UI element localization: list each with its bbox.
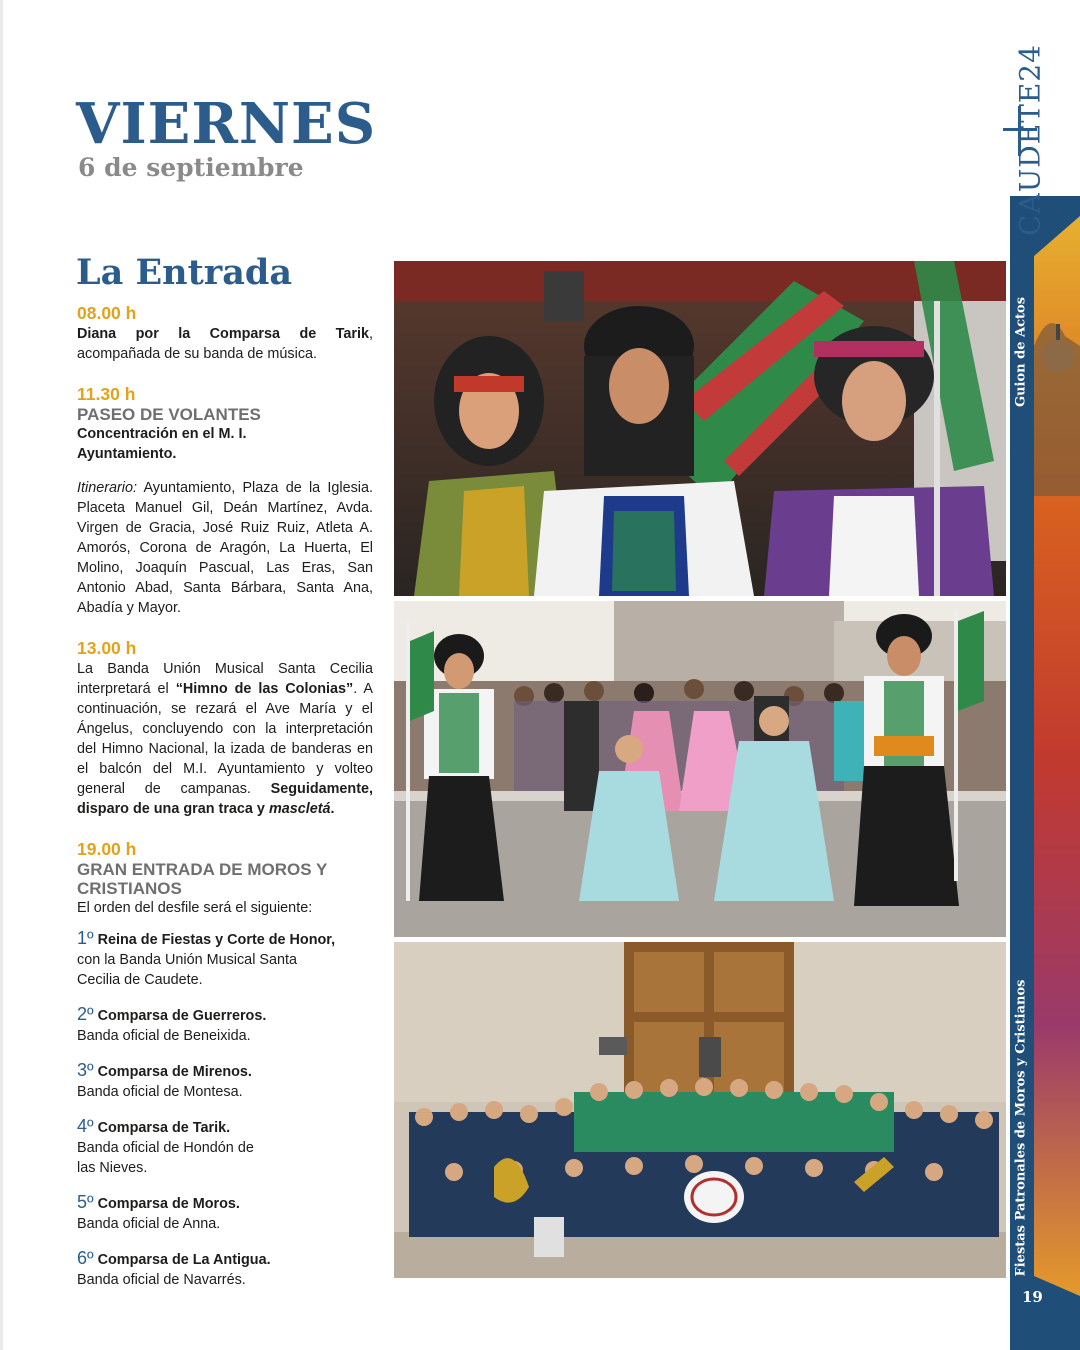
section-title: La Entrada bbox=[76, 252, 293, 293]
parade-item: 3º Comparsa de Mirenos. Banda oficial de Montesa. bbox=[77, 1060, 252, 1100]
event-time: 11.30 h bbox=[77, 384, 136, 404]
parade-item: 2º Comparsa de Guerreros. Banda oficial de Beneixida. bbox=[77, 1004, 267, 1044]
event-description: La Banda Unión Musical Santa Cecilia interpretará el “Himno de las Colonias”. A continuación, se rezará el Ave María y el Ángelus, concluyendo con la interpretación del Himno Nacional, la izada de banderas en el balcón del M.I. Ayuntamiento y volteo general de campanas. Seguidamente, disparo de una gran traca y mascletá. bbox=[77, 661, 373, 817]
parade-item: 5º Comparsa de Moros. Banda oficial de Anna. bbox=[77, 1192, 240, 1232]
event-title: GRAN ENTRADA DE MOROS Y CRISTIANOS bbox=[77, 860, 327, 898]
day-date: 6 de septiembre bbox=[78, 153, 304, 182]
event-time: 13.00 h bbox=[77, 638, 137, 658]
event-time: 19.00 h bbox=[77, 839, 137, 859]
side-label-bottom: Fiestas Patronales de Moros y Cristianos bbox=[1013, 979, 1029, 1277]
day-title: VIERNES bbox=[76, 91, 377, 157]
event-title: PASEO DE VOLANTES bbox=[77, 405, 261, 424]
side-label-top: Guion de Actos bbox=[1013, 296, 1029, 408]
parade-item: 1º Reina de Fiestas y Corte de Honor, con la Banda Unión Musical Santa Cecilia de Caudete. bbox=[77, 928, 336, 988]
event-intro: El orden del desfile será el siguiente: bbox=[77, 900, 313, 916]
itinerary-text: Itinerario: Ayuntamiento, Plaza de la Iglesia. Placeta Manuel Gil, Deán Martínez, Avda. Virgen de Gracia, José Ruiz Ruiz, Atleta A. Amorós, Corona de Aragón, La Huerta, El Molino, Joaquín Pascual, Las Eras, San Antonio Abad, Santa Bárbara, Santa Ana, Abadía y Mayor. bbox=[77, 480, 373, 616]
page-number: 19 bbox=[1022, 1288, 1043, 1306]
photo-band-group bbox=[394, 942, 1006, 1278]
event-description: Diana por la Comparsa de Tarik, acompañada de su banda de música. bbox=[77, 326, 373, 362]
photo-costumed-trio bbox=[394, 261, 1006, 596]
event-subtitle: Concentración en el M. I. Ayuntamiento. bbox=[77, 426, 247, 462]
page-edge bbox=[0, 0, 3, 1350]
photo-parade-street bbox=[394, 601, 1006, 937]
parade-item: 6º Comparsa de La Antigua. Banda oficial de Navarrés. bbox=[77, 1248, 271, 1288]
parade-item: 4º Comparsa de Tarik. Banda oficial de Hondón de las Nieves. bbox=[77, 1116, 254, 1176]
program-column bbox=[77, 302, 373, 1304]
logo-text: CAUDETE24 bbox=[1013, 44, 1047, 236]
event-time: 08.00 h bbox=[77, 303, 137, 323]
